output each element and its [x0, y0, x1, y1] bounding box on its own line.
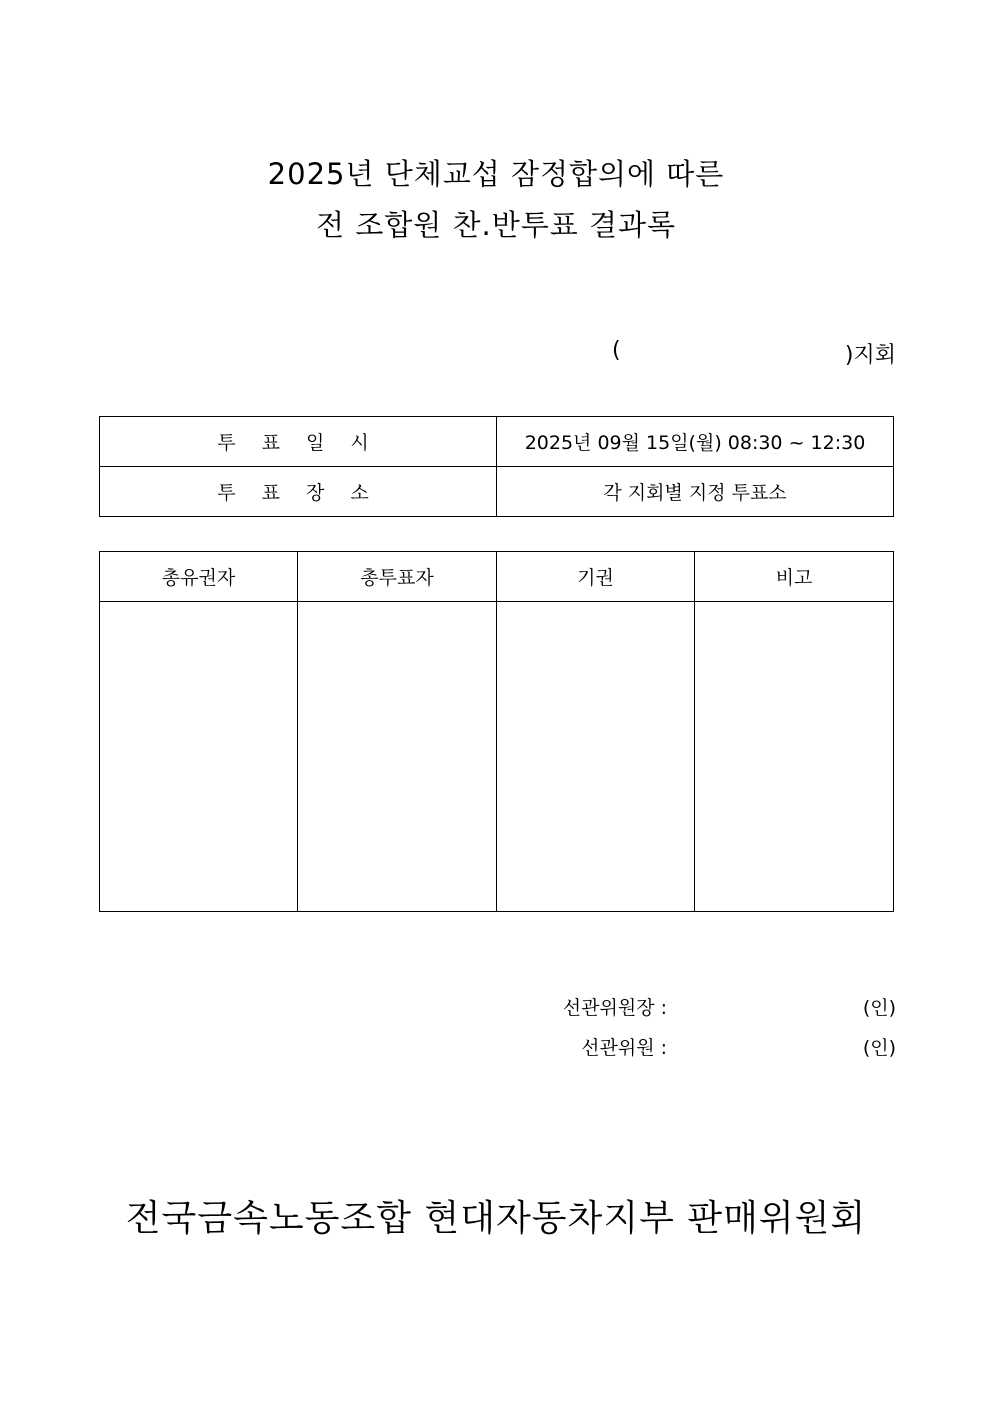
- cell-remarks: [695, 602, 894, 912]
- branch-suffix: )지회: [844, 343, 896, 368]
- election-chair-label: 선관위원장 :: [562, 997, 667, 1019]
- vote-location-value: 각 지회별 지정 투표소: [497, 467, 894, 517]
- table-row: [100, 602, 894, 912]
- cell-total-voters: [298, 602, 497, 912]
- document-title-line-1: 2025년 단체교섭 잠정합의에 따른: [267, 157, 725, 191]
- table-row: [100, 417, 894, 467]
- table-row: [100, 467, 894, 517]
- branch-name-field: [612, 338, 896, 370]
- branch-open-paren: (: [612, 338, 621, 363]
- vote-result-table: [99, 551, 894, 912]
- vote-datetime-label: 투 표 일 시: [100, 417, 497, 467]
- document-title-line-2: 전 조합원 찬.반투표 결과록: [315, 208, 677, 242]
- header-remarks: 비고: [695, 552, 894, 602]
- organization-name: 전국금속노동조합 현대자동차지부 판매위원회: [125, 1198, 867, 1239]
- vote-location-label: 투 표 장 소: [100, 467, 497, 517]
- vote-datetime-value: 2025년 09월 15일(월) 08:30 ~ 12:30: [497, 417, 894, 467]
- election-member-label: 선관위원 :: [581, 1037, 667, 1059]
- cell-total-eligible: [100, 602, 298, 912]
- vote-info-table: [99, 416, 894, 517]
- table-header-row: [100, 552, 894, 602]
- header-total-voters: 총투표자: [298, 552, 497, 602]
- election-chair-seal: (인): [862, 997, 896, 1019]
- cell-abstention: [497, 602, 695, 912]
- header-abstention: 기권: [497, 552, 695, 602]
- election-member-seal: (인): [862, 1037, 896, 1059]
- header-total-eligible: 총유권자: [100, 552, 298, 602]
